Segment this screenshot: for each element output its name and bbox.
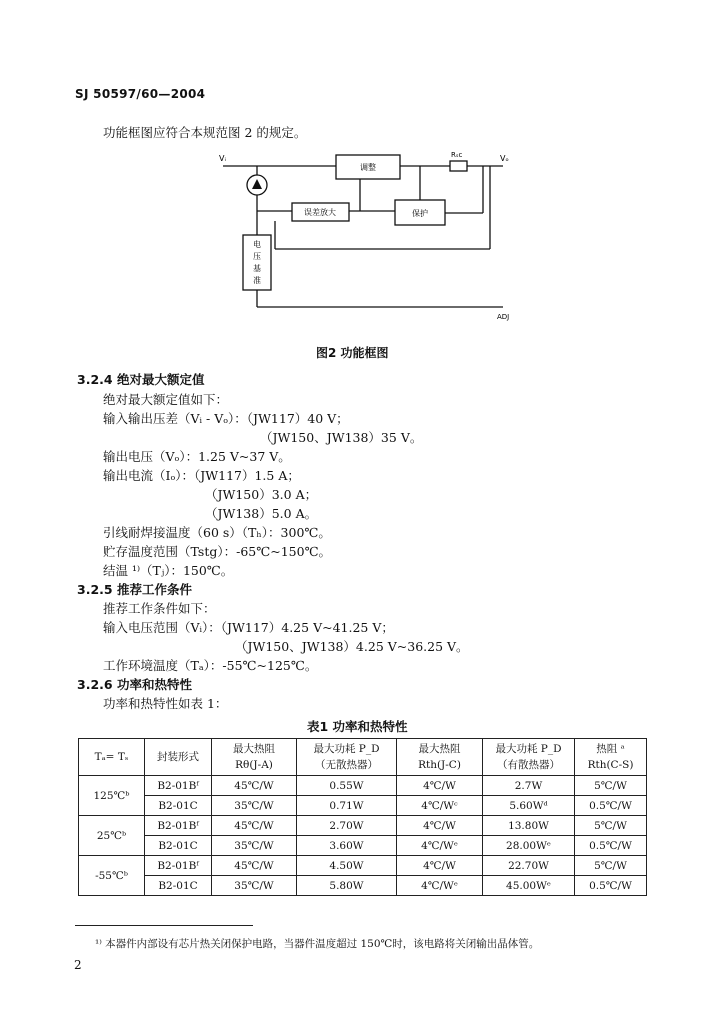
table-cell: B2-01Bᶠ [145,856,212,876]
s324-line-7: （JW138）5.0 A。 [205,506,318,521]
table-cell: 0.5℃/W [575,836,647,856]
protection-label: 保护 [412,209,428,218]
intro-text: 功能框图应符合本规范图 2 的规定。 [103,125,307,140]
s325-line-1: 推荐工作条件如下： [103,601,216,616]
table-row [79,836,647,856]
header-rja: 最大热阻 Rθ(J-A) [212,739,297,776]
table-cell: 4℃/W [397,856,483,876]
table-cell: 0.71W [297,796,397,816]
table-cell: 0.55W [297,776,397,796]
table-cell: 35℃/W [212,836,297,856]
rsc-resistor [450,161,467,171]
standard-number: SJ 50597/60—2004 [75,87,206,101]
table-cell: 0.5℃/W [575,796,647,816]
power-thermal-table [78,738,647,896]
table-cell: B2-01Bᶠ [145,816,212,836]
s324-line-9: 贮存温度范围（Tstg）：-65℃~150℃。 [103,544,332,559]
table-cell: 5℃/W [575,776,647,796]
table-row [79,856,647,876]
table-cell: 13.80W [483,816,575,836]
table-cell: 2.7W [483,776,575,796]
s324-line-8: 引线耐焊接温度（60 s）（Tₕ）：300℃。 [103,525,331,540]
page-number: 2 [74,958,82,972]
table-row [79,776,647,796]
table-cell: 4℃/Wᵉ [397,876,483,896]
table-cell: 5℃/W [575,856,647,876]
s324-line-3: （JW150、JW138）35 V。 [260,430,423,445]
reference-label-2: 压 [253,252,261,261]
table-row [79,816,647,836]
table-cell: 4℃/Wᶜ [397,796,483,816]
table-cell: 45℃/W [212,856,297,876]
table-cell: 45℃/W [212,776,297,796]
section-3-2-4-title: 3.2.4 绝对最大额定值 [77,372,205,387]
vo-label: Vₒ [500,154,509,163]
header-pd-no-sink: 最大功耗 P_D （无散热器） [297,739,397,776]
temp-cell: 25℃ᵇ [79,816,145,856]
table-title: 表1 功率和热特性 [307,719,408,734]
table-header-row [79,739,647,776]
table-cell: B2-01C [145,836,212,856]
table-cell: 5.60Wᵈ [483,796,575,816]
s324-line-6: （JW150）3.0 A； [205,487,318,502]
table-cell: 45℃/W [212,816,297,836]
section-3-2-6-title: 3.2.6 功率和热特性 [77,677,192,692]
table-cell: B2-01C [145,876,212,896]
s324-line-1: 绝对最大额定值如下： [103,392,229,407]
table-row [79,796,647,816]
table-cell: 45.00Wᵉ [483,876,575,896]
rsc-label: Rₛc [451,151,463,159]
s324-line-4: 输出电压（Vₒ）：1.25 V~37 V。 [103,449,291,464]
section-3-2-5-title: 3.2.5 推荐工作条件 [77,582,192,597]
table-cell: 5.80W [297,876,397,896]
header-temp: Tₐ= Tₛ [79,739,145,776]
table-cell: 2.70W [297,816,397,836]
s324-line-10: 结温 ¹⁾（Tⱼ）：150℃。 [103,563,234,578]
temp-cell: 125℃ᵇ [79,776,145,816]
header-package: 封装形式 [145,739,212,776]
temp-cell: -55℃ᵇ [79,856,145,896]
table-cell: B2-01Bᶠ [145,776,212,796]
header-rcs: 热阻 ᵃ Rth(C-S) [575,739,647,776]
functional-block-diagram [205,145,525,325]
footnote-divider [75,925,253,926]
header-rjc: 最大热阻 Rth(J-C) [397,739,483,776]
s325-line-2: 输入电压范围（Vᵢ）：（JW117）4.25 V~41.25 V； [103,620,394,635]
table-cell: 22.70W [483,856,575,876]
table-cell: 35℃/W [212,876,297,896]
s325-line-3: （JW150、JW138）4.25 V~36.25 V。 [235,639,469,654]
table-cell: 4.50W [297,856,397,876]
table-cell: 35℃/W [212,796,297,816]
table-cell: 3.60W [297,836,397,856]
s324-line-5: 输出电流（Iₒ）：（JW117）1.5 A； [103,468,300,483]
table-cell: B2-01C [145,796,212,816]
table-cell: 28.00Wᵉ [483,836,575,856]
table-cell: 5℃/W [575,816,647,836]
figure-caption: 图2 功能框图 [316,346,389,360]
regulator-label: 调整 [360,163,376,172]
reference-label-3: 基 [253,264,261,273]
error-amp-label: 误差放大 [304,208,336,217]
header-pd-with-sink: 最大功耗 P_D （有散热器） [483,739,575,776]
table-cell: 4℃/W [397,816,483,836]
s324-line-2: 输入输出压差（Vᵢ - Vₒ）：（JW117）40 V； [103,411,349,426]
footnote: ¹⁾ 本器件内部设有芯片热关闭保护电路，当器件温度超过 150℃时，该电路将关闭输出晶体管。 [95,938,540,950]
adj-label: ADJ [497,313,510,321]
s325-line-4: 工作环境温度（Tₐ）：-55℃~125℃。 [103,658,318,673]
table-cell: 4℃/W [397,776,483,796]
reference-label-4: 准 [253,276,261,285]
vi-label: Vᵢ [219,154,226,163]
table-cell: 0.5℃/W [575,876,647,896]
s326-line-1: 功率和热特性如表 1： [103,696,228,711]
reference-label-1: 电 [253,240,261,249]
table-cell: 4℃/Wᵉ [397,836,483,856]
table-row [79,876,647,896]
